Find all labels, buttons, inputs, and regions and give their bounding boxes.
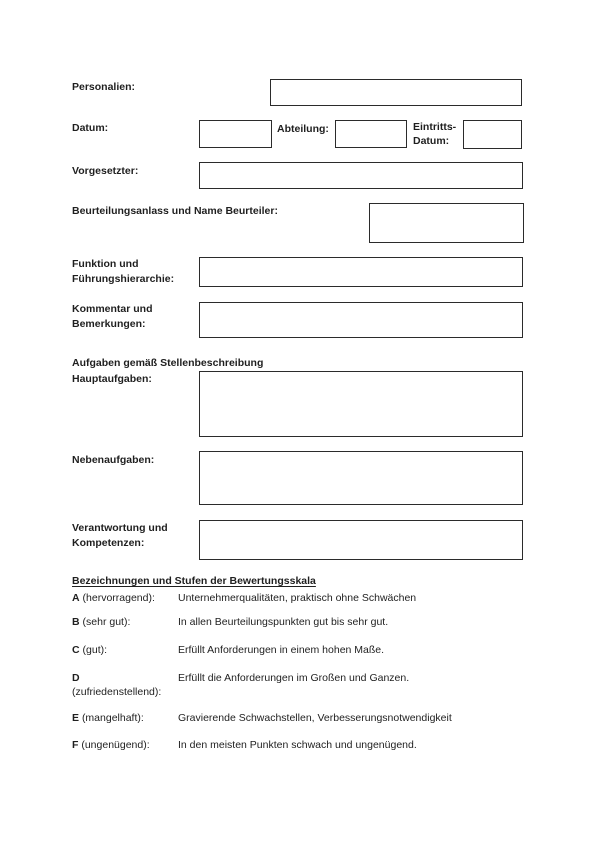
rating-scale-row-b <box>72 615 524 629</box>
eintrittsdatum-label <box>413 120 456 148</box>
hauptaufgaben-label: Hauptaufgaben: <box>72 373 152 385</box>
datum-label: Datum: <box>72 122 109 134</box>
verantwortung-label-line2: Kompetenzen: <box>72 537 145 549</box>
personalien-input[interactable] <box>270 79 522 106</box>
rating-grade-qualifier: (ungenügend): <box>81 739 150 751</box>
verantwortung-label-line1: Verantwortung und <box>72 522 168 534</box>
personalien-label: Personalien: <box>72 81 136 93</box>
funktion-label <box>72 257 174 287</box>
eintrittsdatum-label-line2: Datum: <box>413 135 450 147</box>
rating-grade-qualifier: (sehr gut): <box>82 616 131 628</box>
eintrittsdatum-label-line1: Eintritts- <box>413 121 457 133</box>
rating-description: Erfüllt die Anforderungen im Großen und Ganzen. <box>178 672 410 684</box>
rating-description: Gravierende Schwachstellen, Verbesserungsnotwendigkeit <box>178 712 452 724</box>
rating-scale-row-c <box>72 643 524 657</box>
abteilung-label: Abteilung: <box>277 123 329 135</box>
beurteilungsanlass-label: Beurteilungsanlass und Name Beurteiler: <box>72 205 278 217</box>
vorgesetzter-input[interactable] <box>199 162 523 189</box>
rating-scale-row-d <box>72 671 524 699</box>
rating-grade-letter: E <box>72 712 80 724</box>
rating-scale-row-e <box>72 711 524 725</box>
funktion-label-line2: Führungshierarchie: <box>72 273 175 285</box>
nebenaufgaben-input[interactable] <box>199 451 523 505</box>
rating-grade-qualifier: (gut): <box>82 644 108 656</box>
kommentar-label-line2: Bemerkungen: <box>72 318 146 330</box>
rating-grade-qualifier: (mangelhaft): <box>81 712 144 724</box>
kommentar-label <box>72 302 153 332</box>
kommentar-label-line1: Kommentar und <box>72 303 153 315</box>
funktion-label-line1: Funktion und <box>72 258 139 270</box>
rating-grade-letter: D <box>72 672 80 684</box>
rating-grade-term <box>72 615 178 629</box>
verantwortung-label <box>72 521 168 551</box>
rating-grade-term <box>72 738 178 752</box>
aufgaben-section-heading: Aufgaben gemäß Stellenbeschreibung <box>72 357 264 369</box>
rating-grade-qualifier: (hervorragend): <box>82 592 155 604</box>
rating-grade-letter: B <box>72 616 80 628</box>
rating-grade-letter: A <box>72 592 80 604</box>
rating-scale-heading: Bezeichnungen und Stufen der Bewertungsskala <box>72 575 316 587</box>
funktion-input[interactable] <box>199 257 523 287</box>
rating-grade-term <box>72 643 178 657</box>
nebenaufgaben-label: Nebenaufgaben: <box>72 454 155 466</box>
abteilung-input[interactable] <box>335 120 407 148</box>
datum-input[interactable] <box>199 120 272 148</box>
rating-grade-term <box>72 591 178 605</box>
vorgesetzter-label: Vorgesetzter: <box>72 165 139 177</box>
rating-description: In allen Beurteilungspunkten gut bis sehr gut. <box>178 616 389 628</box>
verantwortung-input[interactable] <box>199 520 523 560</box>
eintrittsdatum-input[interactable] <box>463 120 522 149</box>
rating-grade-term <box>72 671 178 699</box>
kommentar-input[interactable] <box>199 302 523 338</box>
rating-scale-row-a <box>72 591 524 605</box>
rating-grade-letter: C <box>72 644 80 656</box>
rating-description: Erfüllt Anforderungen in einem hohen Maße. <box>178 644 385 656</box>
rating-description: In den meisten Punkten schwach und ungenügend. <box>178 739 417 751</box>
rating-grade-letter: F <box>72 739 79 751</box>
rating-scale-row-f <box>72 738 524 752</box>
rating-description: Unternehmerqualitäten, praktisch ohne Schwächen <box>178 592 417 604</box>
hauptaufgaben-input[interactable] <box>199 371 523 437</box>
rating-grade-qualifier: (zufriedenstellend): <box>72 686 162 698</box>
rating-grade-term <box>72 711 178 725</box>
beurteilungsanlass-input[interactable] <box>369 203 524 243</box>
